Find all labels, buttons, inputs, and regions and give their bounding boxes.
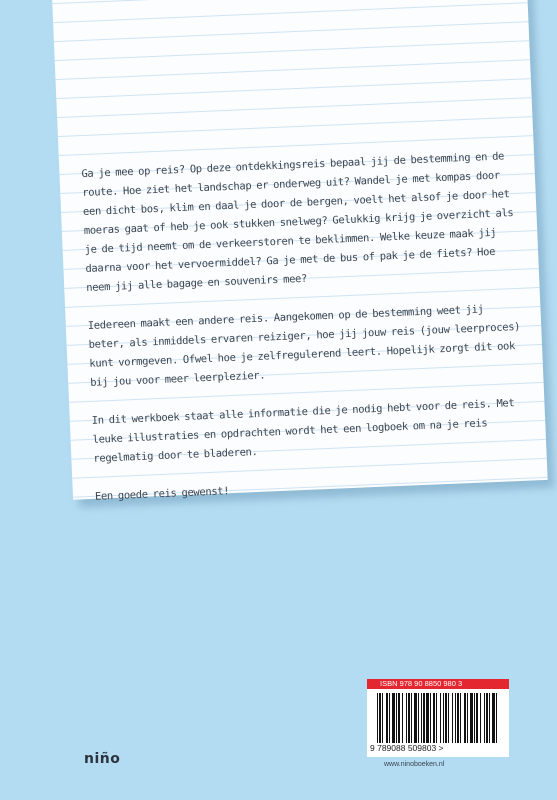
notepad-sheet — [51, 0, 547, 503]
barcode-bar — [452, 693, 453, 743]
barcode-bar — [440, 693, 441, 743]
lined-paper — [51, 0, 547, 503]
barcode-graphic — [375, 693, 501, 743]
barcode-bar — [464, 693, 466, 743]
barcode-bar — [496, 693, 497, 743]
publisher-website: www.ninoboeken.nl — [384, 761, 445, 768]
barcode-bar — [396, 693, 397, 743]
barcode-bar — [426, 693, 429, 743]
barcode-bar — [467, 693, 468, 743]
barcode-bar — [430, 693, 431, 743]
barcode-bar — [436, 693, 437, 743]
barcode-bar — [398, 693, 400, 743]
barcode-bar — [460, 693, 461, 743]
barcode-bar — [423, 693, 425, 743]
barcode-bar — [402, 693, 403, 743]
publisher-logo: niño — [84, 751, 121, 767]
barcode-bar — [433, 693, 435, 743]
barcode-bar — [386, 693, 388, 743]
barcode-bar — [448, 693, 449, 743]
blurb-text — [81, 147, 528, 526]
blurb-paragraph-1: Ga je mee op reis? Op deze ontdekkingsreis bepaal jij de bestemming en de route. Hoe ziet het landschap er onderweg uit? Wandel je met kompas door een dicht bos, klim en daal je door de bergen, voelt het alsof je door het moeras gaat of heb je ook stukken snelweg? Gelukkig krijg je overzicht als je de tijd neemt om de verkeerstoren te beklimmen. Welke keuze maak jij daarna voor het vervoermiddel? Ga je met de bus of pak je de fiets? Hoe neem jij alle bagage en souvenirs mee? — [81, 150, 514, 294]
blurb-paragraph-2: Iedereen maakt een andere reis. Aangekomen op de bestemming weet jij beter, als inmiddels ervaren reiziger, hoe jij jouw reis (jouw leerproces) kunt vormgeven. Ofwel hoe je zelfregulerend leert. Hopelijk zorgt dit ook bij jou voor meer leerplezier. — [87, 303, 521, 389]
barcode-bar — [379, 693, 381, 743]
barcode-bar — [392, 693, 395, 743]
barcode-bar — [474, 693, 475, 743]
barcode-bar — [421, 693, 422, 743]
barcode-block — [367, 679, 509, 757]
barcode-bar — [457, 693, 459, 743]
barcode-bar — [470, 693, 473, 743]
blurb-closing: Een goede reis gewenst! — [94, 485, 230, 503]
barcode-bar — [484, 693, 485, 743]
barcode-bar — [445, 693, 447, 743]
barcode-bar — [389, 693, 390, 743]
barcode-bar — [492, 693, 495, 743]
barcode-bar — [406, 693, 407, 743]
barcode-bar — [480, 693, 481, 743]
barcode-bar — [382, 693, 383, 743]
isbn-label: ISBN 978 90 8850 980 3 — [367, 679, 509, 689]
barcode-bar — [476, 693, 478, 743]
barcode-bar — [489, 693, 490, 743]
barcode-bar — [443, 693, 444, 743]
barcode-bar — [455, 693, 456, 743]
barcode-bar — [486, 693, 488, 743]
barcode-digits: 9 789088 509803 > — [370, 743, 444, 753]
barcode-bar — [414, 693, 417, 743]
blurb-paragraph-3: In dit werkboek staat alle informatie die je nodig hebt voor de reis. Met leuke illustraties en opdrachten wordt het een logboek om na je reis regelmatig door te bladeren. — [91, 397, 515, 465]
barcode-bar — [408, 693, 410, 743]
barcode-bar — [377, 693, 378, 743]
barcode-bar — [418, 693, 419, 743]
barcode-bar — [411, 693, 412, 743]
